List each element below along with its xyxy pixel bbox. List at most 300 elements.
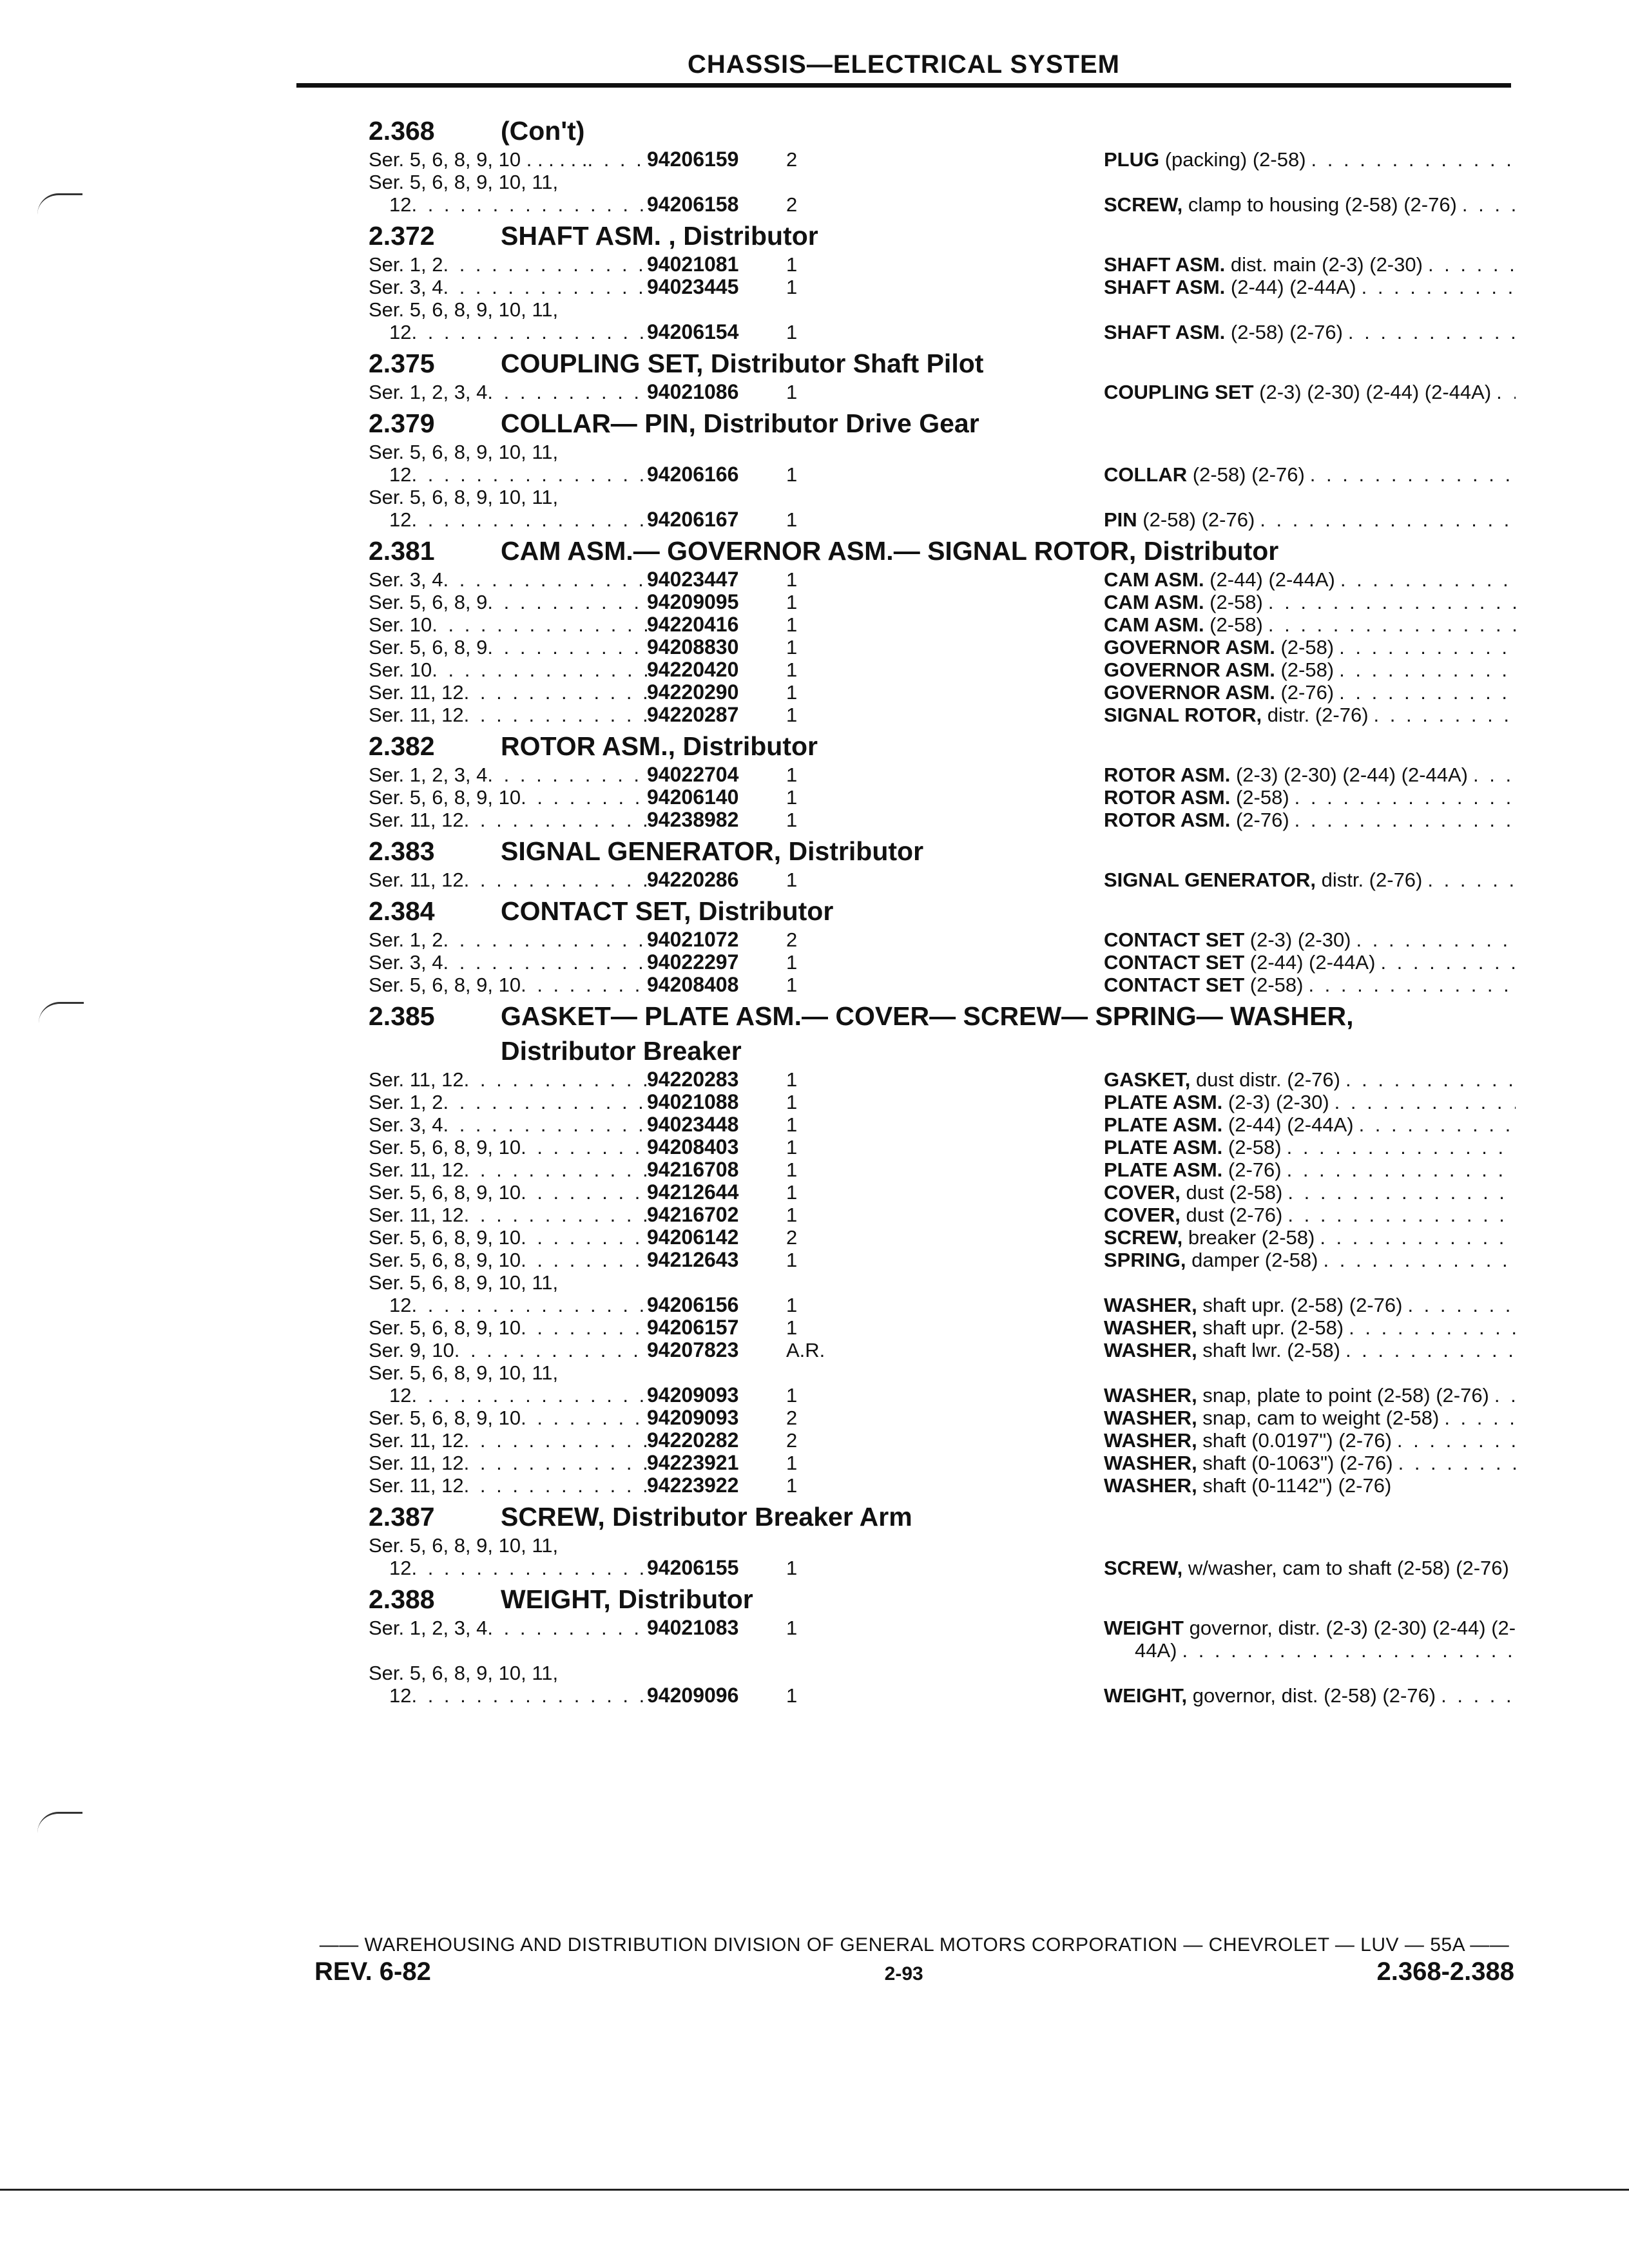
leader-dots — [1263, 613, 1516, 636]
part-detail: shaft (0-1142") (2-76) — [1197, 1474, 1392, 1497]
part-detail: (2-76) — [1275, 681, 1335, 704]
quantity: 1 — [786, 568, 798, 591]
description-text — [1104, 928, 1351, 951]
part-description — [1104, 951, 1516, 974]
quantity: 1 — [786, 1181, 798, 1204]
description-text — [1104, 764, 1468, 786]
serial-label: Ser. 11, 12 — [369, 1158, 464, 1181]
part-description — [1104, 636, 1516, 658]
part-detail: (2-44) (2-44A) — [1204, 568, 1335, 591]
section-number: 2.382 — [369, 731, 435, 761]
leader-dots — [1282, 1136, 1516, 1158]
leader-dots — [1263, 591, 1516, 613]
leader-dots — [1282, 1181, 1516, 1204]
part-description — [1104, 1452, 1516, 1474]
quantity: 2 — [786, 928, 798, 951]
serial-label: Ser. 11, 12 — [369, 869, 464, 891]
leader-dots — [1393, 1452, 1516, 1474]
quantity: 1 — [786, 381, 798, 403]
description-text — [1104, 508, 1255, 531]
serial-cell — [369, 951, 647, 974]
leader-dots — [1289, 786, 1516, 809]
part-description — [1104, 1068, 1516, 1091]
section-number: 2.372 — [369, 221, 435, 251]
serial-cell — [369, 1226, 647, 1249]
serial-cell — [369, 1091, 647, 1113]
serial-label: 12 — [389, 463, 412, 486]
parts-section — [369, 729, 1516, 831]
part-description — [1104, 463, 1516, 486]
quantity: 1 — [786, 1452, 798, 1474]
serial-label: Ser. 11, 12 — [369, 1474, 464, 1497]
part-row — [369, 1452, 1516, 1474]
part-number: 94206158 — [647, 193, 739, 216]
part-row — [369, 568, 1516, 591]
parts-section — [369, 533, 1516, 726]
part-number: 94021072 — [647, 928, 739, 951]
serial-label: Ser. 1, 2, 3, 4 — [369, 1617, 488, 1639]
part-row — [369, 1158, 1516, 1181]
part-name: GOVERNOR ASM. — [1104, 658, 1275, 681]
part-detail: shaft upr. (2-58) (2-76) — [1197, 1294, 1403, 1316]
part-description — [1104, 1091, 1516, 1113]
part-name: WEIGHT, — [1104, 1684, 1188, 1707]
leader-dots — [443, 253, 647, 276]
leader-dots — [432, 658, 647, 681]
serial-label: 12 — [389, 1384, 412, 1407]
part-row — [369, 974, 1516, 996]
part-description — [1104, 1316, 1516, 1339]
leader-dots — [411, 193, 647, 216]
part-number: 94209093 — [647, 1383, 739, 1407]
serial-cell — [369, 1429, 647, 1452]
part-row — [369, 1361, 1516, 1384]
serial-label: Ser. 5, 6, 8, 9, 10, 11, — [369, 298, 559, 321]
serial-label: Ser. 1, 2 — [369, 1091, 443, 1113]
description-text — [1104, 1316, 1344, 1339]
header-rule — [296, 83, 1511, 88]
leader-dots — [1356, 276, 1516, 298]
part-detail: (2-44) (2-44A) — [1244, 951, 1376, 974]
serial-label: Ser. 5, 6, 8, 9, 10 — [369, 1226, 521, 1249]
part-name: SCREW, — [1104, 1557, 1183, 1579]
part-row — [369, 1113, 1516, 1136]
part-name: CONTACT SET — [1104, 928, 1245, 951]
parts-section — [369, 834, 1516, 891]
serial-label: Ser. 5, 6, 8, 9, 10 — [369, 1407, 521, 1429]
part-number: 94208403 — [647, 1135, 739, 1158]
part-detail: breaker (2-58) — [1182, 1226, 1315, 1249]
description-text — [1104, 636, 1334, 658]
section-number: 2.383 — [369, 836, 435, 866]
part-description — [1104, 1429, 1516, 1452]
part-row — [369, 869, 1516, 891]
margin-mark — [39, 1002, 84, 1023]
serial-cell — [369, 1113, 647, 1136]
leader-dots — [464, 1158, 647, 1181]
leader-dots — [521, 1407, 647, 1429]
serial-label: Ser. 1, 2, 3, 4 — [369, 381, 488, 403]
part-detail: (2-3) (2-30) — [1244, 928, 1351, 951]
serial-label: Ser. 9, 10 — [369, 1339, 454, 1361]
part-description — [1104, 1136, 1516, 1158]
leader-dots — [464, 1204, 647, 1226]
parts-section — [369, 894, 1516, 996]
serial-label: 12 — [389, 1294, 412, 1316]
description-text — [1104, 1452, 1393, 1474]
section-title: COLLAR— PIN, Distributor Drive Gear — [501, 408, 979, 438]
part-name: SHAFT ASM. — [1104, 276, 1226, 298]
part-detail: dust (2-76) — [1180, 1204, 1283, 1226]
part-detail: (2-3) (2-30) (2-44) (2-44A) — [1253, 381, 1492, 403]
part-name: ROTOR ASM. — [1104, 764, 1231, 786]
quantity: 1 — [786, 463, 798, 486]
part-row — [369, 1249, 1516, 1271]
serial-label: Ser. 3, 4 — [369, 276, 443, 298]
parts-section — [369, 1582, 1516, 1707]
serial-label: Ser. 11, 12 — [369, 1452, 464, 1474]
description-text — [1104, 974, 1303, 996]
part-detail: damper (2-58) — [1186, 1249, 1318, 1271]
serial-label: Ser. 5, 6, 8, 9, 10 — [369, 1181, 521, 1204]
serial-label: 12 — [389, 508, 412, 531]
description-text — [1104, 1091, 1329, 1113]
serial-cell — [369, 1557, 647, 1579]
leader-dots — [464, 681, 647, 704]
part-detail: dust (2-58) — [1180, 1181, 1283, 1204]
serial-cell — [369, 1316, 647, 1339]
serial-label: 12 — [389, 321, 412, 343]
section-title: WEIGHT, Distributor — [501, 1584, 753, 1614]
part-detail: shaft lwr. (2-58) — [1197, 1339, 1340, 1361]
part-description — [1104, 869, 1516, 891]
part-row — [369, 1384, 1516, 1407]
part-row — [369, 148, 1516, 171]
part-name: SIGNAL ROTOR, — [1104, 704, 1262, 726]
section-number: 2.387 — [369, 1502, 435, 1532]
description-text — [1104, 704, 1369, 726]
part-row — [369, 786, 1516, 809]
quantity: 2 — [786, 148, 798, 171]
page-footer — [314, 1934, 1514, 1986]
part-name: COUPLING SET — [1104, 381, 1254, 403]
quantity: 1 — [786, 1068, 798, 1091]
part-description — [1104, 764, 1516, 786]
quantity: 1 — [786, 253, 798, 276]
description-text — [1104, 1429, 1392, 1452]
section-number: 2.379 — [369, 408, 435, 438]
section-title: CONTACT SET, Distributor — [501, 896, 834, 926]
part-name: WEIGHT — [1104, 1617, 1184, 1639]
leader-dots — [1305, 463, 1516, 486]
part-detail: shaft upr. (2-58) — [1197, 1316, 1344, 1339]
serial-label: Ser. 5, 6, 8, 9, 10, 11, — [369, 1361, 559, 1384]
section-title: SIGNAL GENERATOR, Distributor — [501, 836, 924, 866]
leader-dots — [411, 463, 647, 486]
section-title: GASKET— PLATE ASM.— COVER— SCREW— SPRING— WASHER, — [501, 1001, 1354, 1031]
leader-dots — [1340, 1339, 1516, 1361]
leader-dots — [443, 1113, 647, 1136]
description-text — [1104, 1136, 1282, 1158]
leader-dots — [1282, 1158, 1516, 1181]
part-number: 94209096 — [647, 1684, 739, 1707]
leader-dots — [1375, 951, 1516, 974]
quantity: 1 — [786, 636, 798, 658]
part-description — [1104, 1113, 1516, 1136]
leader-dots — [587, 148, 647, 171]
serial-label: Ser. 5, 6, 8, 9, 10, 11, — [369, 486, 559, 508]
part-detail: (2-58) (2-76) — [1137, 508, 1255, 531]
part-row — [369, 951, 1516, 974]
part-description — [1104, 1617, 1516, 1639]
serial-label: Ser. 3, 4 — [369, 1113, 443, 1136]
section-heading — [369, 218, 1516, 253]
footer-division: —— WAREHOUSING AND DISTRIBUTION DIVISION OF GENERAL MOTORS CORPORATION — CHEVROLET — LUV — 55A —— — [319, 1934, 1510, 1956]
part-name: ROTOR ASM. — [1104, 809, 1231, 831]
serial-label: Ser. 5, 6, 8, 9, 10, 11, — [369, 441, 559, 463]
serial-cell — [369, 1384, 647, 1407]
part-detail: (2-3) (2-30) (2-44) (2-44A) — [1230, 764, 1468, 786]
leader-dots — [1329, 1091, 1516, 1113]
quantity: 1 — [786, 508, 798, 531]
part-name: WASHER, — [1104, 1316, 1197, 1339]
part-detail: shaft (0-1063") (2-76) — [1197, 1452, 1393, 1474]
part-row — [369, 441, 1516, 463]
part-detail: (2-58) — [1222, 1136, 1282, 1158]
leader-dots — [1343, 321, 1516, 343]
serial-label: Ser. 5, 6, 8, 9, 10, 11, — [369, 171, 559, 193]
part-detail: snap, plate to point (2-58) (2-76) — [1197, 1384, 1489, 1407]
serial-cell — [369, 1407, 647, 1429]
description-text — [1104, 1226, 1315, 1249]
quantity: 2 — [786, 193, 798, 216]
part-number: 94023448 — [647, 1113, 739, 1136]
serial-cell — [369, 786, 647, 809]
description-text — [1104, 869, 1422, 891]
quantity: 1 — [786, 974, 798, 996]
leader-dots — [487, 1617, 647, 1639]
part-row — [369, 171, 1516, 193]
section-heading — [369, 406, 1516, 441]
part-number: 94021081 — [647, 253, 739, 276]
margin-mark — [37, 193, 82, 215]
leader-dots — [1340, 1068, 1516, 1091]
section-heading — [369, 113, 1516, 148]
leader-dots — [1334, 636, 1516, 658]
quantity: 1 — [786, 1091, 798, 1113]
part-detail: (2-58) (2-76) — [1187, 463, 1305, 486]
quantity: 1 — [786, 786, 798, 809]
leader-dots — [443, 951, 647, 974]
description-text — [1104, 193, 1457, 216]
part-number: 94223922 — [647, 1474, 739, 1497]
serial-cell — [369, 1339, 647, 1361]
description-text — [1104, 1384, 1489, 1407]
part-number: 94220416 — [647, 613, 739, 636]
serial-label: Ser. 5, 6, 8, 9, 10, 11, — [369, 1662, 559, 1684]
leader-dots — [411, 1384, 647, 1407]
part-number: 94023445 — [647, 275, 739, 298]
part-detail: (2-58) — [1204, 613, 1263, 636]
part-name: SHAFT ASM. — [1104, 321, 1226, 343]
leader-dots — [1422, 869, 1516, 891]
part-name: WASHER, — [1104, 1429, 1197, 1452]
leader-dots — [411, 508, 647, 531]
description-text — [1104, 681, 1334, 704]
part-number: 94021086 — [647, 380, 739, 403]
part-number: 94206155 — [647, 1556, 739, 1579]
description-text — [1104, 951, 1375, 974]
serial-cell — [369, 809, 647, 831]
part-detail: governor, distr. (2-3) (2-30) (2-44) (2- — [1184, 1617, 1516, 1639]
part-row — [369, 928, 1516, 951]
serial-label: Ser. 11, 12 — [369, 809, 464, 831]
part-name: WASHER, — [1104, 1339, 1197, 1361]
quantity: 1 — [786, 1384, 798, 1407]
part-row — [369, 1316, 1516, 1339]
part-description — [1104, 253, 1516, 276]
part-detail: distr. (2-76) — [1315, 869, 1423, 891]
description-text — [1104, 1684, 1436, 1707]
part-description — [1104, 591, 1516, 613]
leader-dots — [1344, 1316, 1516, 1339]
quantity: 1 — [786, 681, 798, 704]
quantity: 2 — [786, 1429, 798, 1452]
serial-label: Ser. 5, 6, 8, 9, 10 — [369, 786, 521, 809]
parts-section — [369, 999, 1516, 1497]
serial-cell — [369, 928, 647, 951]
leader-dots — [1303, 974, 1516, 996]
serial-cell — [369, 1249, 647, 1271]
part-name: WASHER, — [1104, 1384, 1197, 1407]
parts-section — [369, 406, 1516, 531]
description-text — [1104, 321, 1343, 343]
part-row — [369, 591, 1516, 613]
part-name: SCREW, — [1104, 193, 1183, 216]
part-detail: (2-44) (2-44A) — [1225, 276, 1356, 298]
quantity: 2 — [786, 1407, 798, 1429]
leader-dots — [521, 1226, 647, 1249]
part-row — [369, 704, 1516, 726]
serial-label: 12 — [389, 1557, 412, 1579]
margin-mark — [37, 1812, 82, 1833]
part-detail: (2-58) — [1230, 786, 1289, 809]
serial-label: Ser. 11, 12 — [369, 1204, 464, 1226]
page-number: 2-93 — [884, 1963, 923, 1984]
part-number: 94208830 — [647, 635, 739, 658]
leader-dots — [1335, 568, 1516, 591]
part-name: ROTOR ASM. — [1104, 786, 1231, 809]
part-number: 94022297 — [647, 950, 739, 974]
serial-label: Ser. 10 — [369, 613, 432, 636]
part-detail: governor, dist. (2-58) (2-76) — [1187, 1684, 1436, 1707]
section-heading-continued — [369, 1033, 1516, 1068]
serial-label: Ser. 5, 6, 8, 9, 10, 11, — [369, 1271, 559, 1294]
part-row — [369, 658, 1516, 681]
part-detail: (2-58) — [1204, 591, 1263, 613]
leader-dots — [443, 276, 647, 298]
serial-cell — [369, 193, 647, 216]
parts-section — [369, 113, 1516, 216]
section-range: 2.368-2.388 — [1376, 1957, 1514, 1986]
part-description — [1104, 1339, 1516, 1361]
part-number: 94022704 — [647, 763, 739, 786]
part-number: 94220286 — [647, 868, 739, 891]
quantity: 1 — [786, 1557, 798, 1579]
description-text — [1104, 1339, 1340, 1361]
part-name: WASHER, — [1104, 1294, 1197, 1316]
leader-dots — [1315, 1226, 1516, 1249]
part-description — [1104, 704, 1516, 726]
serial-label: 12 — [389, 193, 412, 216]
part-description — [1104, 1181, 1516, 1204]
leader-dots — [464, 869, 647, 891]
part-row — [369, 1271, 1516, 1294]
part-name: COVER, — [1104, 1181, 1181, 1204]
part-description — [1104, 568, 1516, 591]
part-detail: distr. (2-76) — [1262, 704, 1369, 726]
serial-cell — [369, 1617, 647, 1639]
leader-dots — [1306, 148, 1516, 171]
part-row — [369, 1429, 1516, 1452]
part-row — [369, 321, 1516, 343]
section-number: 2.385 — [369, 1001, 435, 1031]
serial-cell — [369, 1181, 647, 1204]
part-name: GOVERNOR ASM. — [1104, 681, 1275, 704]
part-detail: shaft (0.0197") (2-76) — [1197, 1429, 1392, 1452]
part-row — [369, 764, 1516, 786]
serial-cell — [369, 764, 647, 786]
leader-dots — [1282, 1204, 1516, 1226]
part-detail: 44A) — [1135, 1639, 1177, 1662]
leader-dots — [1351, 928, 1516, 951]
part-row — [369, 1226, 1516, 1249]
description-text — [1104, 148, 1306, 171]
description-text — [1104, 809, 1289, 831]
part-row — [369, 486, 1516, 508]
part-description — [1104, 809, 1516, 831]
section-title-line2: Distributor Breaker — [501, 1036, 742, 1066]
part-name: PLATE ASM. — [1104, 1113, 1223, 1136]
serial-cell — [369, 321, 647, 343]
serial-label: Ser. 11, 12 — [369, 704, 464, 726]
leader-dots — [464, 1474, 647, 1497]
part-description — [1104, 508, 1516, 531]
part-number: 94206157 — [647, 1316, 739, 1339]
serial-label: Ser. 1, 2 — [369, 253, 443, 276]
part-row — [369, 253, 1516, 276]
serial-cell — [369, 253, 647, 276]
leader-dots — [432, 613, 647, 636]
part-number: 94220282 — [647, 1428, 739, 1452]
serial-cell — [369, 1068, 647, 1091]
section-title: COUPLING SET, Distributor Shaft Pilot — [501, 349, 984, 378]
part-row — [369, 508, 1516, 531]
leader-dots — [1177, 1639, 1516, 1662]
part-number: 94223921 — [647, 1451, 739, 1474]
serial-label: Ser. 5, 6, 8, 9, 10, 11, — [369, 1534, 559, 1557]
leader-dots — [411, 321, 647, 343]
part-detail: (2-58) (2-76) — [1225, 321, 1343, 343]
part-row — [369, 463, 1516, 486]
part-name: SCREW, — [1104, 1226, 1183, 1249]
serial-cell — [369, 381, 647, 403]
serial-label: Ser. 1, 2, 3, 4 — [369, 764, 488, 786]
quantity: 1 — [786, 951, 798, 974]
leader-dots — [454, 1339, 647, 1361]
part-number: 94220290 — [647, 680, 739, 704]
description-text — [1104, 613, 1263, 636]
